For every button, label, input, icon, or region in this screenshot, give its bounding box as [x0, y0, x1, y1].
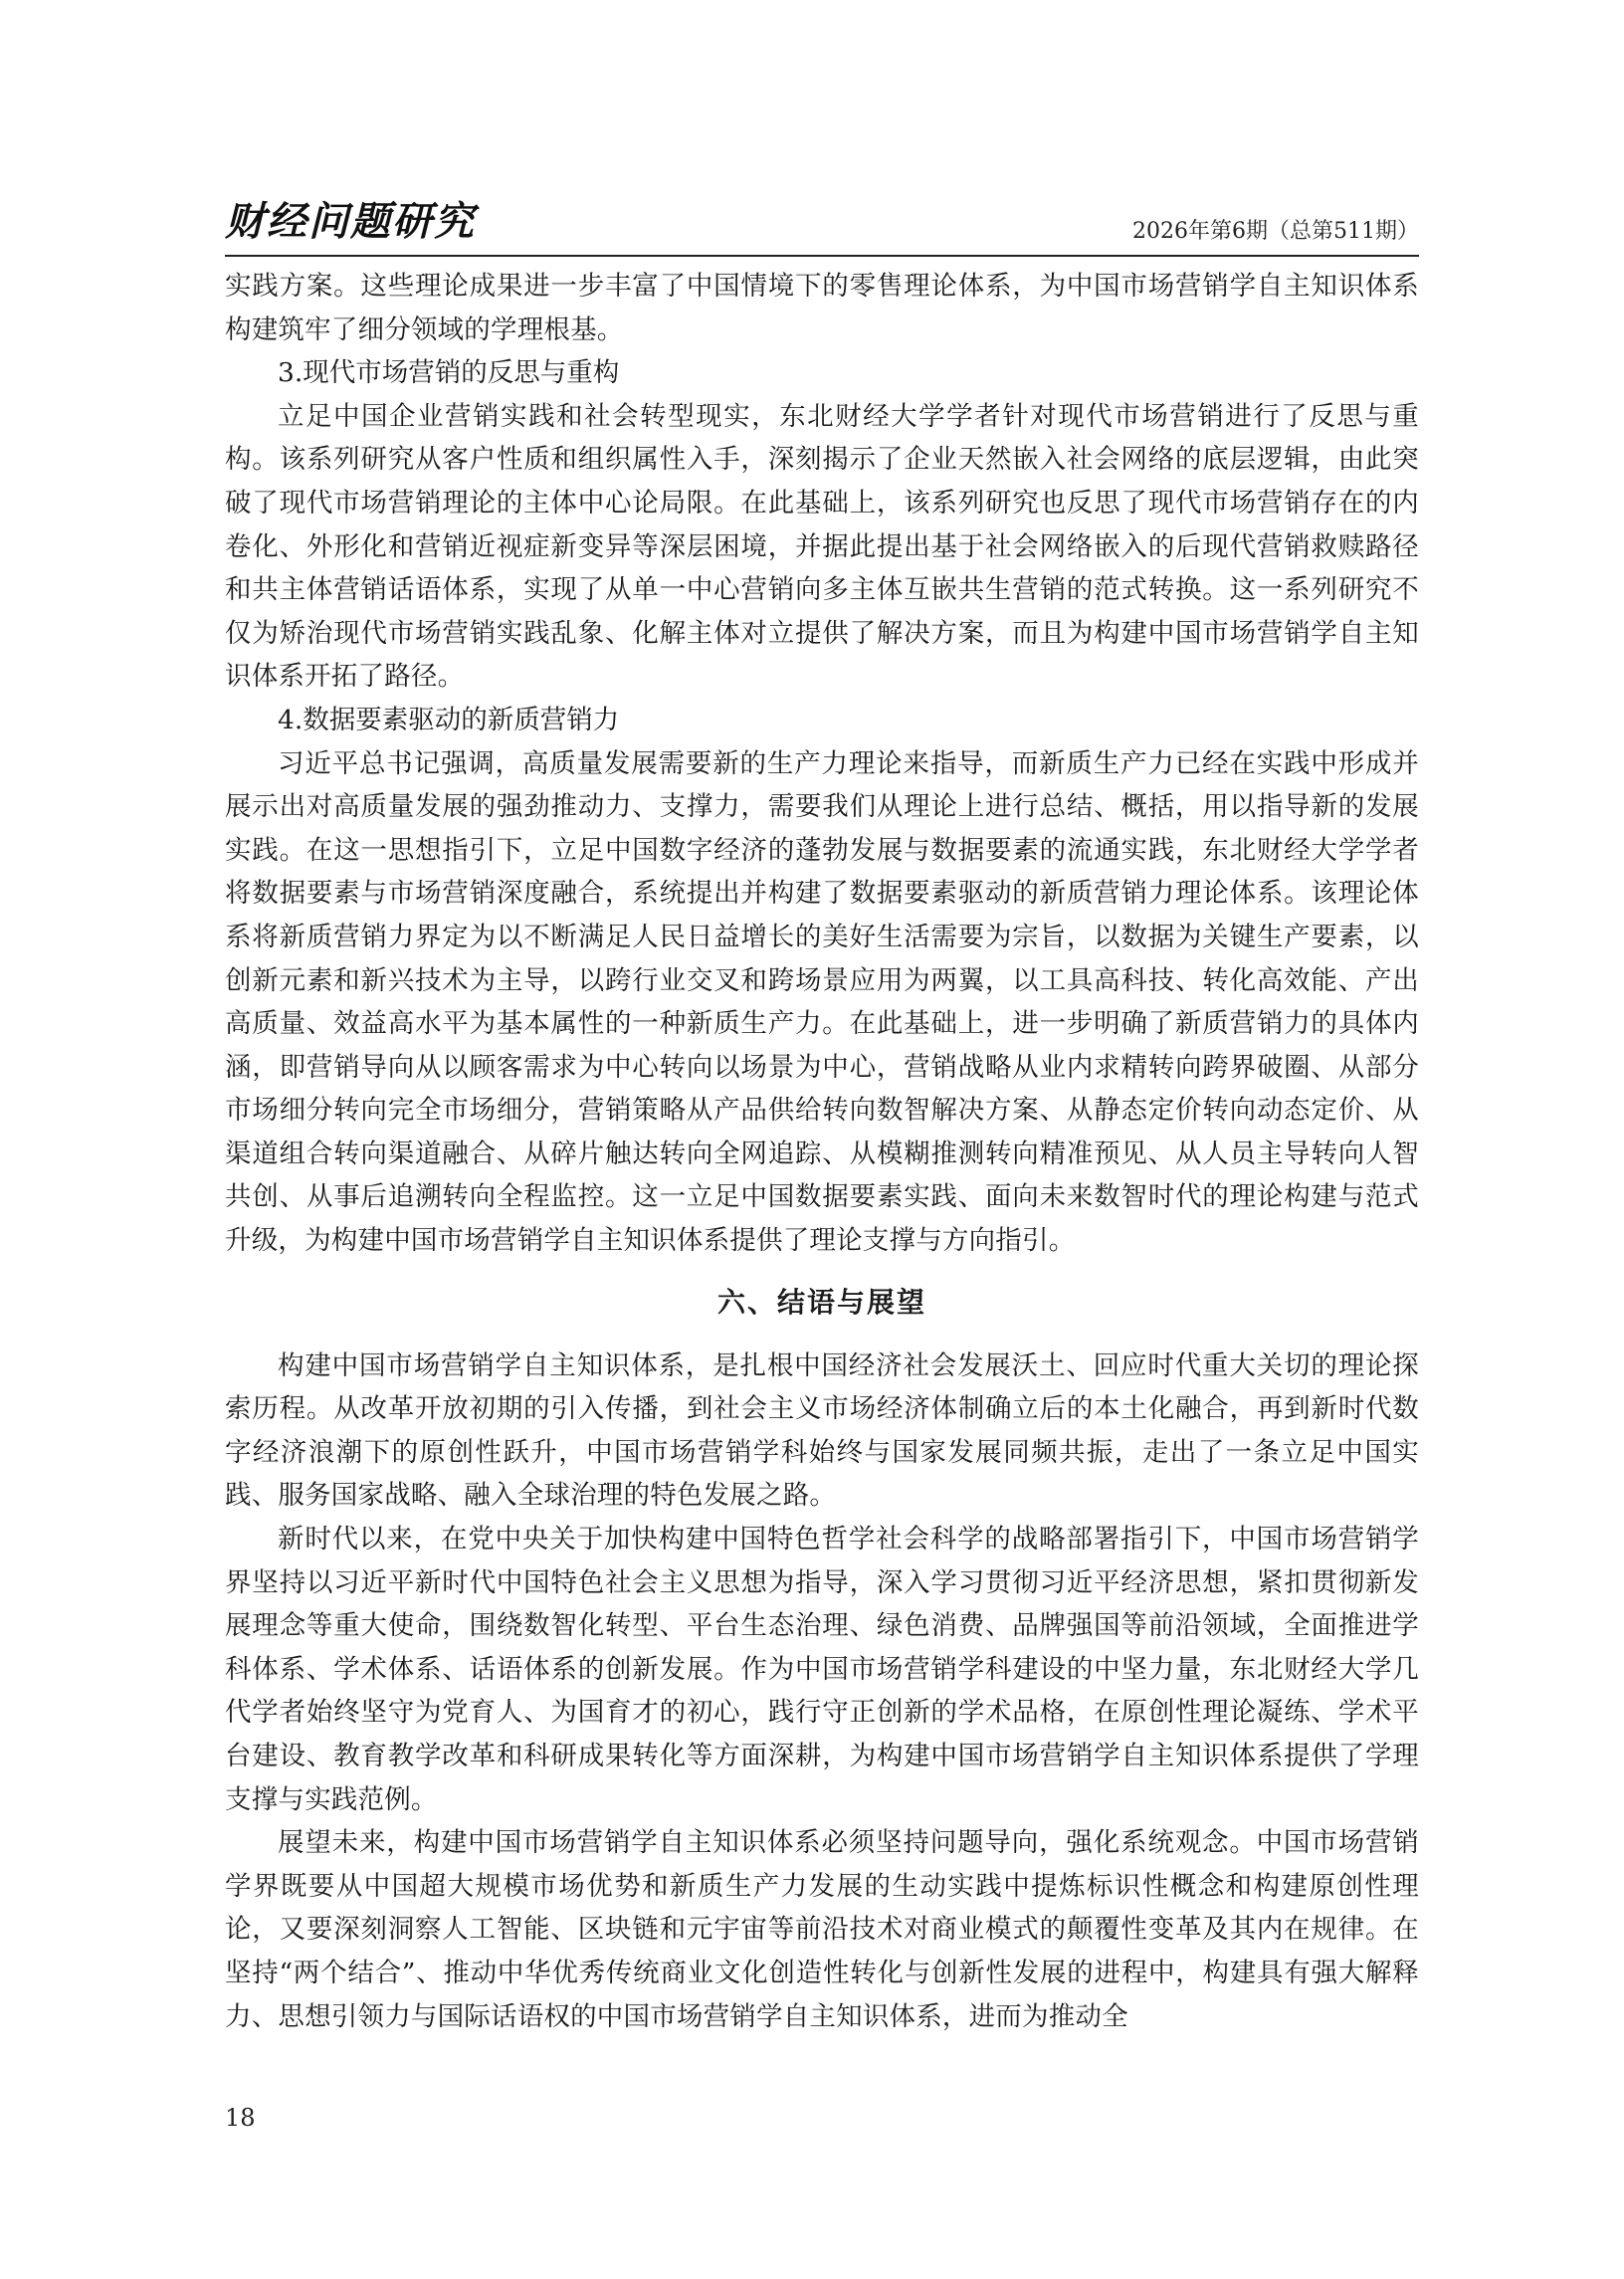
page-header — [225, 195, 1419, 257]
subheading: 3.现代市场营销的反思与重构 — [278, 357, 620, 389]
paragraph: 构建中国市场营销学自主知识体系，是扎根中国经济社会发展沃土、回应时代重大关切的理论探索历程。从改革开放初期的引入传播，到社会主义市场经济体制确立后的本土化融合，再到新时代数字经济浪潮下的原创性跃升，中国市场营销学科始终与国家发展同频共振，走出了一条立足中国实践、服务国家战略、融入全球治理的特色发展之路。 — [225, 1349, 1419, 1512]
article-body — [225, 265, 1419, 2038]
journal-logo: 财经问题研究 — [225, 198, 476, 245]
paragraph: 实践方案。这些理论成果进一步丰富了中国情境下的零售理论体系，为中国市场营销学自主知识体系构建筑牢了细分领域的学理根基。 — [225, 271, 1419, 345]
page-number: 18 — [225, 2104, 256, 2132]
issue-info: 2026年第6期（总第511期） — [1132, 219, 1419, 244]
subheading: 4.数据要素驱动的新质营销力 — [278, 704, 620, 735]
section-title: 六、结语与展望 — [716, 1285, 926, 1319]
paragraph: 展望未来，构建中国市场营销学自主知识体系必须坚持问题导向，强化系统观念。中国市场营销学界既要从中国超大规模市场优势和新质生产力发展的生动实践中提炼标识性概念和构建原创性理论，又要深刻洞察人工智能、区块链和元宇宙等前沿技术对商业模式的颠覆性变革及其内在规律。在坚持“两个结合”、推动中华优秀传统商业文化创造性转化与创新性发展的进程中，构建具有强大解释力、思想引领力与国际话语权的中国市场营销学自主知识体系，进而为推动全 — [225, 1827, 1419, 2032]
paragraph: 立足中国企业营销实践和社会转型现实，东北财经大学学者针对现代市场营销进行了反思与重构。该系列研究从客户性质和组织属性入手，深刻揭示了企业天然嵌入社会网络的底层逻辑，由此突破了现代市场营销理论的主体中心论局限。在此基础上，该系列研究也反思了现代市场营销存在的内卷化、外形化和营销近视症新变异等深层困境，并据此提出基于社会网络嵌入的后现代营销救赎路径和共主体营销话语体系，实现了从单一中心营销向多主体互嵌共生营销的范式转换。这一系列研究不仅为矫治现代市场营销实践乱象、化解主体对立提供了解决方案，而且为构建中国市场营销学自主知识体系开拓了路径。 — [225, 400, 1419, 693]
paragraph: 习近平总书记强调，高质量发展需要新的生产力理论来指导，而新质生产力已经在实践中形成并展示出对高质量发展的强劲推动力、支撑力，需要我们从理论上进行总结、概括，用以指导新的发展实践。在这一思想指引下，立足中国数字经济的蓬勃发展与数据要素的流通实践，东北财经大学学者将数据要素与市场营销深度融合，系统提出并构建了数据要素驱动的新质营销力理论体系。该理论体系将新质营销力界定为以不断满足人民日益增长的美好生活需要为宗旨，以数据为关键生产要素，以创新元素和新兴技术为主导，以跨行业交叉和跨场景应用为两翼，以工具高科技、转化高效能、产出高质量、效益高水平为基本属性的一种新质生产力。在此基础上，进一步明确了新质营销力的具体内涵，即营销导向从以顾客需求为中心转向以场景为中心，营销战略从业内求精转向跨界破圈、从部分市场细分转向完全市场细分，营销策略从产品供给转向数智解决方案、从静态定价转向动态定价、从渠道组合转向渠道融合、从碎片触达转向全网追踪、从模糊推测转向精准预见、从人员主导转向人智共创、从事后追溯转向全程监控。这一立足中国数据要素实践、面向未来数智时代的理论构建与范式升级，为构建中国市场营销学自主知识体系提供了理论支撑与方向指引。 — [225, 747, 1419, 1257]
paragraph: 新时代以来，在党中央关于加快构建中国特色哲学社会科学的战略部署指引下，中国市场营销学界坚持以习近平新时代中国特色社会主义思想为指导，深入学习贯彻习近平经济思想，紧扣贯彻新发展理念等重大使命，围绕数智化转型、平台生态治理、绿色消费、品牌强国等前沿领域，全面推进学科体系、学术体系、话语体系的创新发展。作为中国市场营销学科建设的中坚力量，东北财经大学几代学者始终坚守为党育人、为国育才的初心，践行守正创新的学术品格，在原创性理论凝练、学术平台建设、教育教学改革和科研成果转化等方面深耕，为构建中国市场营销学自主知识体系提供了学理支撑与实践范例。 — [225, 1524, 1419, 1815]
